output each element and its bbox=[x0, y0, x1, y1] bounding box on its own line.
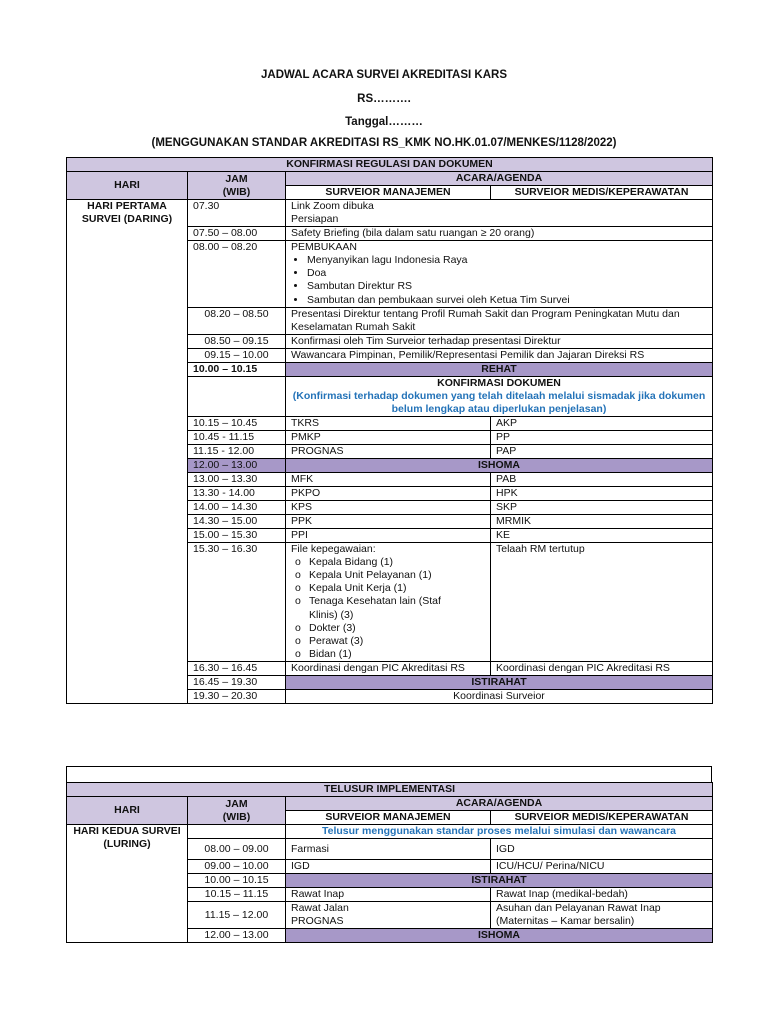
agenda-line: (Maternitas – Kamar bersalin) bbox=[496, 915, 635, 927]
agenda-heading: PEMBUKAAN bbox=[291, 241, 357, 253]
medis-cell: HPK bbox=[491, 486, 713, 500]
schedule-table-day2 bbox=[66, 782, 713, 943]
ishoma-label: ISHOMA bbox=[286, 458, 713, 472]
list-item: o Dokter (3) bbox=[295, 622, 485, 635]
agenda-line: Persiapan bbox=[291, 213, 339, 225]
list-item: o Tenaga Kesehatan lain (Staf bbox=[295, 595, 485, 608]
manajemen-cell: PPI bbox=[286, 528, 491, 542]
time-cell: 12.00 – 13.00 bbox=[188, 929, 286, 943]
manajemen-cell: Rawat Inap bbox=[286, 888, 491, 902]
col-acara: ACARA/AGENDA bbox=[286, 172, 713, 186]
time-cell: 09.15 – 10.00 bbox=[188, 348, 286, 362]
time-cell bbox=[188, 376, 286, 416]
standard-reference: (MENGGUNAKAN STANDAR AKREDITASI RS_KMK NO.HK.01.07/MENKES/1128/2022) bbox=[151, 137, 617, 149]
list-item: o Perawat (3) bbox=[295, 635, 485, 648]
list-item: o Kepala Bidang (1) bbox=[295, 556, 485, 569]
list-item: • Menyanyikan lagu Indonesia Raya bbox=[307, 254, 707, 267]
list-item: • Sambutan dan pembukaan survei oleh Ketua Tim Survei bbox=[307, 294, 707, 307]
list-item: o Bidan (1) bbox=[295, 648, 485, 661]
time-cell: 08.00 – 08.20 bbox=[188, 241, 286, 308]
col-hari: HARI bbox=[67, 172, 188, 200]
time-cell: 08.20 – 08.50 bbox=[188, 307, 286, 334]
list-item: o Kepala Unit Pelayanan (1) bbox=[295, 569, 485, 582]
manajemen-cell: PPK bbox=[286, 514, 491, 528]
spacer-row bbox=[66, 766, 712, 783]
manajemen-cell: PMKP bbox=[286, 430, 491, 444]
agenda-cell: Konfirmasi oleh Tim Surveior terhadap presentasi Direktur bbox=[286, 334, 713, 348]
manajemen-cell: Farmasi bbox=[286, 839, 491, 860]
time-cell: 15.00 – 15.30 bbox=[188, 528, 286, 542]
time-cell: 09.00 – 10.00 bbox=[188, 860, 286, 874]
time-cell: 15.30 – 16.30 bbox=[188, 542, 286, 662]
medis-cell: PP bbox=[491, 430, 713, 444]
file-kepegawaian-title: File kepegawaian: bbox=[291, 542, 376, 555]
medis-cell: PAB bbox=[491, 472, 713, 486]
time-cell bbox=[188, 825, 286, 839]
agenda-line: Link Zoom dibuka bbox=[291, 200, 374, 212]
col-jam: JAM (WIB) bbox=[188, 172, 286, 200]
agenda-line: Asuhan dan Pelayanan Rawat Inap bbox=[496, 902, 661, 914]
section-header-row bbox=[67, 158, 713, 172]
column-header-row bbox=[67, 172, 713, 186]
medis-cell: AKP bbox=[491, 416, 713, 430]
list-item: • Sambutan Direktur RS bbox=[307, 280, 707, 293]
manajemen-cell: Koordinasi dengan PIC Akreditasi RS bbox=[286, 662, 491, 676]
agenda-cell: Safety Briefing (bila dalam satu ruangan ≥ 20 orang) bbox=[286, 227, 713, 241]
agenda-cell bbox=[286, 200, 713, 227]
time-cell: 08.50 – 09.15 bbox=[188, 334, 286, 348]
col-surveior-medis: SURVEIOR MEDIS/KEPERAWATAN bbox=[491, 811, 713, 825]
doc-title: JADWAL ACARA SURVEI AKREDITASI KARS bbox=[261, 69, 507, 81]
col-hari: HARI bbox=[67, 797, 188, 825]
agenda-cell: Presentasi Direktur tentang Profil Rumah Sakit dan Program Peningkatan Mutu dan Keselamatan Rumah Sakit bbox=[286, 307, 713, 334]
istirahat-label: ISTIRAHAT bbox=[286, 676, 713, 690]
hospital-name: RS………. bbox=[357, 93, 411, 105]
time-cell: 19.30 – 20.30 bbox=[188, 690, 286, 704]
agenda-cell: Koordinasi Surveior bbox=[286, 690, 713, 704]
manajemen-cell: IGD bbox=[286, 860, 491, 874]
agenda-line: Rawat Jalan bbox=[291, 902, 349, 914]
list-item: • Doa bbox=[307, 267, 707, 280]
day-label: HARI PERTAMA SURVEI (DARING) bbox=[67, 200, 188, 704]
manajemen-cell: PROGNAS bbox=[286, 444, 491, 458]
medis-cell: Koordinasi dengan PIC Akreditasi RS bbox=[491, 662, 713, 676]
time-cell: 10.45 - 11.15 bbox=[188, 430, 286, 444]
time-cell: 14.00 – 14.30 bbox=[188, 500, 286, 514]
agenda-cell bbox=[286, 241, 713, 308]
blank-cell bbox=[67, 767, 712, 783]
konfirmasi-dokumen-title: KONFIRMASI DOKUMEN bbox=[437, 376, 561, 389]
table-row bbox=[67, 200, 713, 227]
agenda-line: PROGNAS bbox=[291, 915, 344, 927]
time-cell: 12.00 – 13.00 bbox=[188, 458, 286, 472]
medis-cell: MRMIK bbox=[491, 514, 713, 528]
opening-list bbox=[291, 254, 707, 307]
time-cell: 16.45 – 19.30 bbox=[188, 676, 286, 690]
section-title: KONFIRMASI REGULASI DAN DOKUMEN bbox=[67, 158, 713, 172]
col-surveior-medis: SURVEIOR MEDIS/KEPERAWATAN bbox=[491, 186, 713, 200]
medis-cell: Telaah RM tertutup bbox=[491, 542, 713, 662]
manajemen-cell: KPS bbox=[286, 500, 491, 514]
date-line: Tanggal……… bbox=[345, 116, 423, 128]
day-label: HARI KEDUA SURVEI (LURING) bbox=[67, 825, 188, 943]
medis-cell: Rawat Inap (medikal-bedah) bbox=[491, 888, 713, 902]
time-cell: 10.15 – 10.45 bbox=[188, 416, 286, 430]
time-cell: 13.30 - 14.00 bbox=[188, 486, 286, 500]
telusur-note: Telusur menggunakan standar proses melalui simulasi dan wawancara bbox=[286, 825, 713, 839]
table-row bbox=[67, 825, 713, 839]
istirahat-label: ISTIRAHAT bbox=[286, 874, 713, 888]
time-cell: 07.50 – 08.00 bbox=[188, 227, 286, 241]
time-cell: 10.00 – 10.15 bbox=[188, 362, 286, 376]
list-item-cont: Klinis) (3) bbox=[309, 608, 354, 621]
konfirmasi-dokumen-note: (Konfirmasi terhadap dokumen yang telah ditelaah melalui sismadak jika dokumen belum lengkap atau diperlukan penjelasan) bbox=[292, 389, 706, 415]
column-header-row bbox=[67, 797, 713, 811]
time-cell: 08.00 – 09.00 bbox=[188, 839, 286, 860]
time-cell: 16.30 – 16.45 bbox=[188, 662, 286, 676]
medis-cell bbox=[491, 902, 713, 929]
time-cell: 10.00 – 10.15 bbox=[188, 874, 286, 888]
time-cell: 11.15 – 12.00 bbox=[188, 902, 286, 929]
col-acara: ACARA/AGENDA bbox=[286, 797, 713, 811]
time-cell: 07.30 bbox=[188, 200, 286, 227]
manajemen-cell bbox=[286, 542, 491, 662]
manajemen-cell: PKPO bbox=[286, 486, 491, 500]
file-kepegawaian-list bbox=[291, 556, 485, 662]
agenda-cell bbox=[286, 376, 713, 416]
time-cell: 10.15 – 11.15 bbox=[188, 888, 286, 902]
col-jam: JAM (WIB) bbox=[188, 797, 286, 825]
time-cell: 11.15 - 12.00 bbox=[188, 444, 286, 458]
medis-cell: ICU/HCU/ Perina/NICU bbox=[491, 860, 713, 874]
agenda-cell: Wawancara Pimpinan, Pemilik/Representasi Pemilik dan Jajaran Direksi RS bbox=[286, 348, 713, 362]
list-item: o Kepala Unit Kerja (1) bbox=[295, 582, 485, 595]
time-cell: 13.00 – 13.30 bbox=[188, 472, 286, 486]
manajemen-cell: TKRS bbox=[286, 416, 491, 430]
schedule-table-day1 bbox=[66, 157, 713, 704]
medis-cell: SKP bbox=[491, 500, 713, 514]
manajemen-cell: MFK bbox=[286, 472, 491, 486]
manajemen-cell bbox=[286, 902, 491, 929]
col-surveior-manajemen: SURVEIOR MANAJEMEN bbox=[286, 186, 491, 200]
medis-cell: IGD bbox=[491, 839, 713, 860]
section-title: TELUSUR IMPLEMENTASI bbox=[67, 783, 713, 797]
medis-cell: PAP bbox=[491, 444, 713, 458]
col-surveior-manajemen: SURVEIOR MANAJEMEN bbox=[286, 811, 491, 825]
break-label: REHAT bbox=[286, 362, 713, 376]
time-cell: 14.30 – 15.00 bbox=[188, 514, 286, 528]
medis-cell: KE bbox=[491, 528, 713, 542]
section-header-row bbox=[67, 783, 713, 797]
ishoma-label: ISHOMA bbox=[286, 929, 713, 943]
